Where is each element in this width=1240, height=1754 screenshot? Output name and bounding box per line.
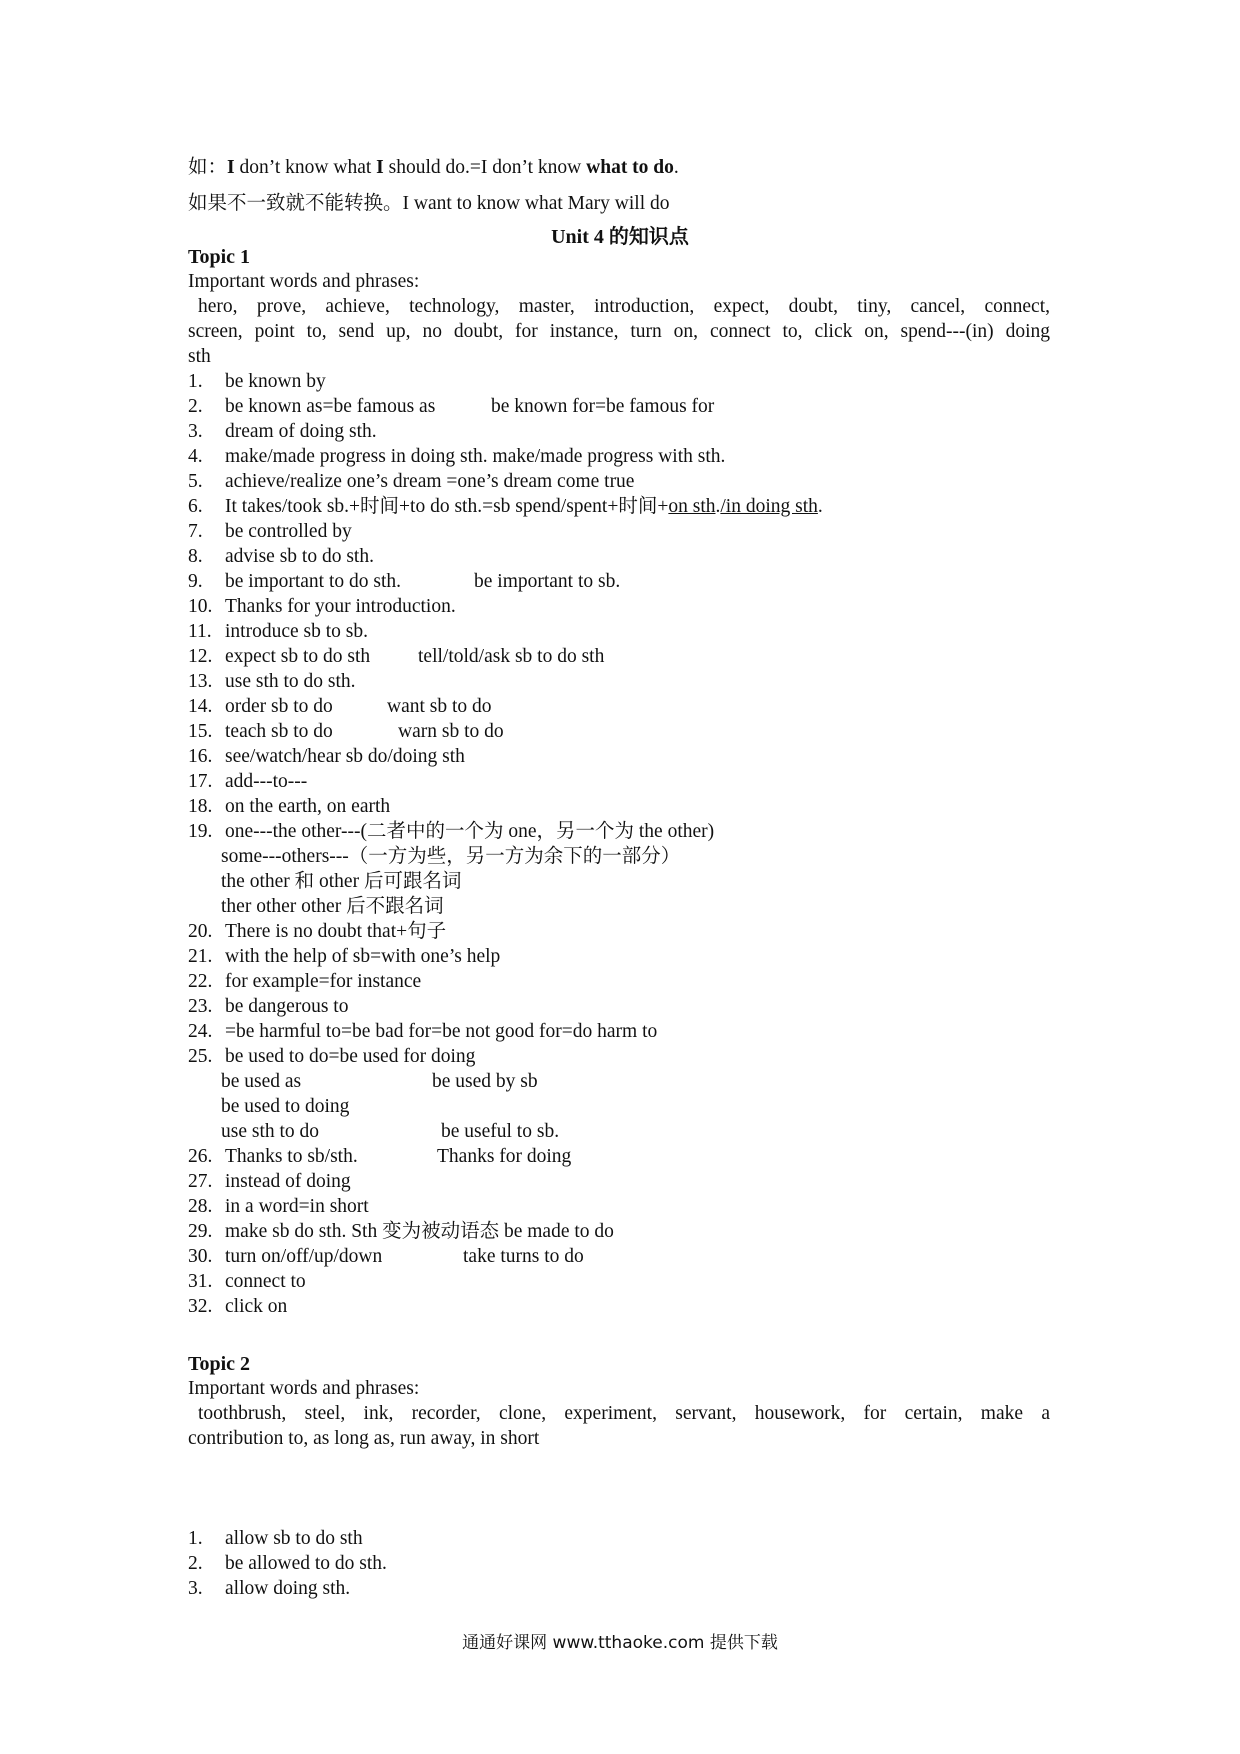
topic2-words-line2: contribution to, as long as, run away, in short <box>188 1428 540 1449</box>
topic1-item-text: teach sb to do <box>225 721 333 742</box>
item25-sub-a1: be used as <box>221 1071 302 1092</box>
topic1-item-number: 10. <box>188 596 213 617</box>
intro-text-3: . <box>673 157 679 178</box>
topic1-item-number: 15. <box>188 721 213 742</box>
topic1-item-text-secondary: want sb to do <box>387 696 492 717</box>
topic1-item-text: make/made progress in doing sth. make/made progress with sth. <box>225 446 726 467</box>
topic1-item-number: 19. <box>188 821 213 842</box>
topic1-item-number: 13. <box>188 671 213 692</box>
topic2-item-number: 3. <box>188 1578 203 1599</box>
topic1-item-text: connect to <box>225 1271 306 1292</box>
topic2-heading: Topic 2 <box>188 1353 251 1375</box>
topic1-item-number: 1. <box>188 371 203 392</box>
topic1-item-text: add---to--- <box>225 771 308 792</box>
topic1-item-text: in a word=in short <box>225 1196 369 1217</box>
topic1-item-text: introduce sb to sb. <box>225 621 368 642</box>
intro-text-2: should do.=I don’t know <box>383 157 587 178</box>
topic2-item-number: 1. <box>188 1528 203 1549</box>
topic1-item-number: 32. <box>188 1296 213 1317</box>
item25-sub-a3: use sth to do <box>221 1121 320 1142</box>
intro-prefix: 如： <box>188 157 228 178</box>
topic1-item-number: 5. <box>188 471 203 492</box>
topic1-item-number: 28. <box>188 1196 213 1217</box>
topic1-subheading: Important words and phrases: <box>188 271 420 292</box>
topic1-item-text: expect sb to do sth <box>225 646 371 667</box>
topic1-item-number: 2. <box>188 396 203 417</box>
topic1-item-text: with the help of sb=with one’s help <box>225 946 501 967</box>
topic1-item-number: 6. <box>188 496 203 517</box>
topic1-item-text: be dangerous to <box>225 996 349 1017</box>
topic1-item-number: 23. <box>188 996 213 1017</box>
topic1-item-number: 4. <box>188 446 203 467</box>
topic1-item-number: 12. <box>188 646 213 667</box>
item19-sub-2: the other 和 other 后可跟名词 <box>221 871 462 892</box>
intro-text-1: don’t know what <box>234 157 377 178</box>
topic1-item-text-secondary: warn sb to do <box>398 721 504 742</box>
topic1-item-text-secondary: take turns to do <box>463 1246 584 1267</box>
item25-sub-a2: be used to doing <box>221 1096 350 1117</box>
topic2-item-text: allow sb to do sth <box>225 1528 363 1549</box>
topic1-item-text: There is no doubt that+句子 <box>225 921 447 942</box>
topic1-item-text: turn on/off/up/down <box>225 1246 383 1267</box>
topic1-item-text: click on <box>225 1296 288 1317</box>
topic1-item-number: 16. <box>188 746 213 767</box>
topic1-item-text: advise sb to do sth. <box>225 546 374 567</box>
topic1-words-line1: hero, prove, achieve, technology, master, introduction, expect, doubt, tiny, cancel, connect, <box>198 296 1050 317</box>
item25-sub-b3: be useful to sb. <box>441 1121 560 1142</box>
topic1-item-text: see/watch/hear sb do/doing sth <box>225 746 465 767</box>
topic1-item-number: 7. <box>188 521 203 542</box>
topic1-item-number: 22. <box>188 971 213 992</box>
topic1-item-number: 21. <box>188 946 213 967</box>
topic1-item-number: 11. <box>188 621 212 642</box>
topic1-words-line3: sth <box>188 346 211 367</box>
intro-bold-1: I <box>227 157 235 178</box>
topic1-item-text: achieve/realize one’s dream =one’s dream come true <box>225 471 635 492</box>
intro-bold-2: I <box>376 157 384 178</box>
topic1-item-text: Thanks for your introduction. <box>225 596 456 617</box>
topic1-item-number: 27. <box>188 1171 213 1192</box>
topic1-item-text: make sb do sth. Sth 变为被动语态 be made to do <box>225 1221 614 1242</box>
footer-credit: 通通好课网 www.tthaoke.com 提供下载 <box>462 1633 778 1653</box>
topic1-item-text: be important to do sth. <box>225 571 402 592</box>
topic2-item-text: be allowed to do sth. <box>225 1553 387 1574</box>
topic1-item-text: on the earth, on earth <box>225 796 391 817</box>
topic1-item-text: be known by <box>225 371 326 392</box>
topic1-item-text: one---the other---(二者中的一个为 one，另一个为 the other) <box>225 821 715 842</box>
topic1-item-text: instead of doing <box>225 1171 351 1192</box>
topic1-item-text: =be harmful to=be bad for=be not good for=do harm to <box>225 1021 658 1042</box>
intro-line-2: 如果不一致就不能转换。I want to know what Mary will do <box>188 193 670 214</box>
topic1-item-number: 8. <box>188 546 203 567</box>
topic1-item-number: 30. <box>188 1246 213 1267</box>
topic1-item-text: be used to do=be used for doing <box>225 1046 476 1067</box>
topic1-item-text: dream of doing sth. <box>225 421 377 442</box>
unit-title: Unit 4 的知识点 <box>551 226 689 248</box>
topic1-item-text-secondary: tell/told/ask sb to do sth <box>418 646 605 667</box>
topic1-heading: Topic 1 <box>188 246 251 268</box>
topic2-item-number: 2. <box>188 1553 203 1574</box>
topic1-item-number: 3. <box>188 421 203 442</box>
topic1-item-text: be known as=be famous as <box>225 396 436 417</box>
topic2-words-line1: toothbrush, steel, ink, recorder, clone, experiment, servant, housework, for certain, make a <box>198 1403 1050 1424</box>
topic1-item-text-secondary: Thanks for doing <box>437 1146 572 1167</box>
topic2-item-text: allow doing sth. <box>225 1578 351 1599</box>
topic1-item-text-secondary: be known for=be famous for <box>491 396 715 417</box>
item19-sub-3: ther other other 后不跟名词 <box>221 896 444 917</box>
topic1-item-number: 17. <box>188 771 213 792</box>
topic1-item-number: 25. <box>188 1046 213 1067</box>
topic1-item-text: order sb to do <box>225 696 333 717</box>
topic1-item-text: It takes/took sb.+时间+to do sth.=sb spend/spent+时间+on sth./in doing sth. <box>225 496 823 517</box>
intro-example <box>188 156 679 180</box>
intro-bold-3: what to do <box>586 157 674 178</box>
topic1-item-text: be controlled by <box>225 521 352 542</box>
topic1-item-number: 20. <box>188 921 213 942</box>
topic1-item-text: for example=for instance <box>225 971 422 992</box>
topic1-words-line2: screen, point to, send up, no doubt, for instance, turn on, connect to, click on, spend---(in) doing <box>188 321 1050 342</box>
topic1-item-number: 18. <box>188 796 213 817</box>
topic1-item-number: 26. <box>188 1146 213 1167</box>
topic1-item-number: 9. <box>188 571 203 592</box>
topic1-item-text: use sth to do sth. <box>225 671 356 692</box>
topic1-item-text-secondary: be important to sb. <box>474 571 621 592</box>
item19-sub-1: some---others---（一方为些，另一方为余下的一部分） <box>221 846 681 867</box>
topic1-item-number: 31. <box>188 1271 213 1292</box>
topic1-item-number: 24. <box>188 1021 213 1042</box>
topic1-item-text: Thanks to sb/sth. <box>225 1146 358 1167</box>
topic2-subheading: Important words and phrases: <box>188 1378 420 1399</box>
topic1-item-number: 14. <box>188 696 213 717</box>
item25-sub-b1: be used by sb <box>432 1071 538 1092</box>
topic1-item-number: 29. <box>188 1221 213 1242</box>
